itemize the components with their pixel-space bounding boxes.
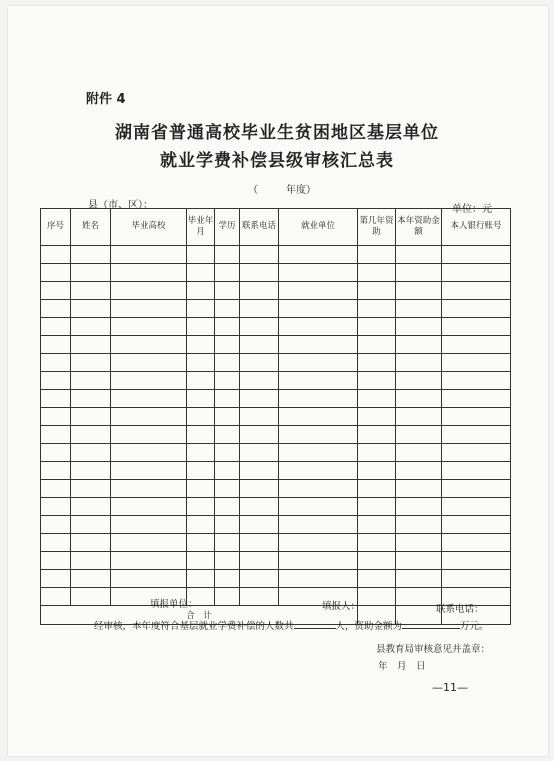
total-label: 合 计 bbox=[41, 606, 358, 625]
table-cell bbox=[442, 318, 511, 336]
table-cell bbox=[111, 480, 187, 498]
table-cell bbox=[111, 336, 187, 354]
table-cell bbox=[358, 480, 396, 498]
table-row bbox=[41, 372, 511, 390]
header-phone: 联系电话 bbox=[240, 209, 279, 246]
table-cell bbox=[396, 552, 442, 570]
table-cell bbox=[240, 372, 279, 390]
unit-label: 单位：元 bbox=[452, 204, 492, 215]
table-cell bbox=[187, 408, 215, 426]
table-cell bbox=[111, 444, 187, 462]
table-cell bbox=[41, 354, 71, 372]
table-cell bbox=[396, 570, 442, 588]
table-cell bbox=[41, 462, 71, 480]
document-title-line2: 就业学费补偿县级审核汇总表 bbox=[160, 151, 394, 171]
table-cell bbox=[442, 372, 511, 390]
table-cell bbox=[358, 444, 396, 462]
table-cell bbox=[41, 426, 71, 444]
table-cell bbox=[358, 246, 396, 264]
table-cell bbox=[240, 534, 279, 552]
table-cell bbox=[442, 300, 511, 318]
table-cell bbox=[215, 354, 240, 372]
table-cell bbox=[187, 480, 215, 498]
table-row bbox=[41, 408, 511, 426]
table-cell bbox=[240, 498, 279, 516]
table-header-row bbox=[41, 209, 511, 246]
table-cell bbox=[358, 300, 396, 318]
table-cell bbox=[71, 282, 111, 300]
table-cell bbox=[187, 534, 215, 552]
table-cell bbox=[187, 462, 215, 480]
table-cell bbox=[111, 498, 187, 516]
table-cell bbox=[442, 480, 511, 498]
table-row bbox=[41, 282, 511, 300]
table-cell bbox=[358, 318, 396, 336]
page-number: —11— bbox=[432, 681, 468, 694]
amount-unit: 万元。 bbox=[460, 621, 489, 632]
table-cell bbox=[279, 426, 358, 444]
table-cell bbox=[358, 336, 396, 354]
table-cell bbox=[358, 516, 396, 534]
table-cell bbox=[396, 534, 442, 552]
table-cell bbox=[215, 534, 240, 552]
table-cell bbox=[215, 498, 240, 516]
table-cell bbox=[279, 534, 358, 552]
table-cell bbox=[396, 462, 442, 480]
header-employer: 就业单位 bbox=[279, 209, 358, 246]
table-cell bbox=[187, 426, 215, 444]
table-row bbox=[41, 318, 511, 336]
table-cell bbox=[442, 516, 511, 534]
table-row bbox=[41, 480, 511, 498]
table-cell bbox=[187, 552, 215, 570]
table-cell bbox=[111, 534, 187, 552]
table-cell bbox=[358, 462, 396, 480]
table-cell bbox=[111, 462, 187, 480]
people-count-blank bbox=[294, 618, 336, 629]
table-cell bbox=[41, 336, 71, 354]
table-cell bbox=[442, 264, 511, 282]
table-cell bbox=[442, 534, 511, 552]
table-row bbox=[41, 498, 511, 516]
table-cell bbox=[41, 534, 71, 552]
table-cell bbox=[71, 480, 111, 498]
table-cell bbox=[240, 264, 279, 282]
table-cell bbox=[111, 408, 187, 426]
table-cell bbox=[187, 498, 215, 516]
table-cell bbox=[41, 318, 71, 336]
table-cell bbox=[358, 390, 396, 408]
table-cell bbox=[358, 282, 396, 300]
table-cell bbox=[279, 408, 358, 426]
table-cell bbox=[358, 408, 396, 426]
filler-unit-label: 填报单位： bbox=[150, 599, 198, 610]
table-cell bbox=[442, 552, 511, 570]
table-cell bbox=[41, 516, 71, 534]
table-cell bbox=[71, 444, 111, 462]
table-cell bbox=[111, 282, 187, 300]
table-cell bbox=[41, 570, 71, 588]
table-cell bbox=[215, 336, 240, 354]
table-cell bbox=[442, 336, 511, 354]
table-cell bbox=[279, 516, 358, 534]
contact-phone-label: 联系电话： bbox=[436, 604, 484, 615]
table-cell bbox=[279, 246, 358, 264]
table-cell bbox=[279, 372, 358, 390]
table-cell bbox=[41, 444, 71, 462]
table-cell bbox=[396, 498, 442, 516]
table-cell bbox=[187, 372, 215, 390]
table-cell bbox=[41, 588, 71, 606]
table-row bbox=[41, 552, 511, 570]
table-cell bbox=[240, 336, 279, 354]
table-cell bbox=[187, 390, 215, 408]
table-row bbox=[41, 534, 511, 552]
table-cell bbox=[442, 570, 511, 588]
table-cell bbox=[215, 372, 240, 390]
table-cell bbox=[71, 372, 111, 390]
table-cell bbox=[240, 408, 279, 426]
table-cell bbox=[111, 264, 187, 282]
table-cell bbox=[396, 390, 442, 408]
table-cell bbox=[240, 246, 279, 264]
table-cell bbox=[442, 246, 511, 264]
table-row bbox=[41, 354, 511, 372]
table-body bbox=[41, 246, 511, 625]
table-cell bbox=[396, 246, 442, 264]
table-cell bbox=[396, 408, 442, 426]
table-cell bbox=[71, 336, 111, 354]
table-row bbox=[41, 300, 511, 318]
table-cell bbox=[71, 354, 111, 372]
table-cell bbox=[71, 246, 111, 264]
bureau-opinion-label: 县教育局审核意见并盖章： bbox=[376, 644, 491, 655]
table-cell bbox=[71, 570, 111, 588]
table-cell bbox=[71, 390, 111, 408]
table-cell bbox=[215, 282, 240, 300]
table-cell bbox=[240, 516, 279, 534]
review-statement bbox=[94, 618, 489, 632]
table-cell bbox=[111, 426, 187, 444]
table-cell bbox=[215, 408, 240, 426]
table-cell bbox=[442, 462, 511, 480]
people-unit: 人，资助金额为 bbox=[335, 621, 403, 632]
table-cell bbox=[41, 390, 71, 408]
table-cell bbox=[396, 282, 442, 300]
table-row bbox=[41, 246, 511, 264]
table-cell bbox=[71, 516, 111, 534]
table-row bbox=[41, 444, 511, 462]
table-cell bbox=[396, 444, 442, 462]
table-cell bbox=[71, 318, 111, 336]
amount-blank bbox=[402, 618, 460, 629]
table-cell bbox=[396, 300, 442, 318]
filler-person-label: 填报人： bbox=[322, 601, 361, 612]
table-cell bbox=[358, 588, 396, 606]
header-university: 毕业高校 bbox=[111, 209, 187, 246]
table-cell bbox=[442, 354, 511, 372]
table-cell bbox=[41, 282, 71, 300]
summary-table bbox=[40, 208, 511, 625]
table-cell bbox=[279, 354, 358, 372]
table-cell bbox=[442, 426, 511, 444]
table-cell bbox=[111, 570, 187, 588]
table-cell bbox=[187, 300, 215, 318]
table-cell bbox=[215, 426, 240, 444]
table-cell bbox=[279, 444, 358, 462]
table-cell bbox=[187, 282, 215, 300]
table-cell bbox=[215, 588, 240, 606]
table-cell bbox=[215, 480, 240, 498]
table-cell bbox=[111, 552, 187, 570]
table-cell bbox=[358, 552, 396, 570]
year-close: 年度） bbox=[286, 185, 316, 196]
table-cell bbox=[71, 408, 111, 426]
table-cell bbox=[396, 516, 442, 534]
table-cell bbox=[240, 462, 279, 480]
table-cell bbox=[187, 264, 215, 282]
table-cell bbox=[279, 336, 358, 354]
table-cell bbox=[240, 426, 279, 444]
table-cell bbox=[41, 480, 71, 498]
table-cell bbox=[358, 534, 396, 552]
table-cell bbox=[111, 390, 187, 408]
table-cell bbox=[71, 300, 111, 318]
table-cell bbox=[215, 318, 240, 336]
table-cell bbox=[279, 462, 358, 480]
table-cell bbox=[111, 516, 187, 534]
table-cell bbox=[279, 282, 358, 300]
document-title-line1: 湖南省普通高校毕业生贫困地区基层单位 bbox=[115, 123, 439, 143]
table-cell bbox=[396, 336, 442, 354]
table-cell bbox=[187, 354, 215, 372]
table-row bbox=[41, 462, 511, 480]
table-cell bbox=[215, 552, 240, 570]
table-cell bbox=[41, 300, 71, 318]
table-cell bbox=[41, 552, 71, 570]
table-cell bbox=[358, 372, 396, 390]
table-cell bbox=[279, 570, 358, 588]
table-cell bbox=[71, 264, 111, 282]
table-cell bbox=[358, 570, 396, 588]
table-row bbox=[41, 426, 511, 444]
table-row bbox=[41, 264, 511, 282]
table-cell bbox=[279, 480, 358, 498]
table-cell bbox=[41, 372, 71, 390]
table-cell bbox=[240, 318, 279, 336]
table-cell bbox=[240, 282, 279, 300]
table-cell bbox=[71, 534, 111, 552]
table-cell bbox=[215, 570, 240, 588]
county-label: 县（市、区）： bbox=[88, 200, 153, 211]
table-cell bbox=[71, 588, 111, 606]
table-cell bbox=[71, 552, 111, 570]
table-cell bbox=[396, 354, 442, 372]
table-cell bbox=[396, 264, 442, 282]
table-cell bbox=[215, 462, 240, 480]
table-cell bbox=[240, 480, 279, 498]
header-amount: 本年资助金额 bbox=[396, 209, 442, 246]
table-cell bbox=[187, 246, 215, 264]
table-cell bbox=[240, 300, 279, 318]
table-cell bbox=[442, 498, 511, 516]
header-funding-year: 第几年资助 bbox=[358, 209, 396, 246]
table-cell bbox=[41, 246, 71, 264]
table-cell bbox=[396, 372, 442, 390]
table-cell bbox=[111, 300, 187, 318]
header-name: 姓名 bbox=[71, 209, 111, 246]
table-cell bbox=[41, 408, 71, 426]
table-cell bbox=[396, 588, 442, 606]
table-row bbox=[41, 336, 511, 354]
table-cell bbox=[187, 516, 215, 534]
table-cell bbox=[215, 300, 240, 318]
table-cell bbox=[71, 426, 111, 444]
table-cell bbox=[41, 264, 71, 282]
table-cell bbox=[442, 390, 511, 408]
table-cell bbox=[442, 444, 511, 462]
table-cell bbox=[396, 426, 442, 444]
table-cell bbox=[396, 318, 442, 336]
table-cell bbox=[396, 480, 442, 498]
year-line bbox=[248, 181, 316, 196]
date-label: 年 月 日 bbox=[378, 661, 426, 672]
table-cell bbox=[358, 354, 396, 372]
table-cell bbox=[240, 570, 279, 588]
header-degree: 学历 bbox=[215, 209, 240, 246]
table-cell bbox=[279, 390, 358, 408]
table-cell bbox=[240, 390, 279, 408]
table-cell bbox=[215, 264, 240, 282]
table-row bbox=[41, 570, 511, 588]
attachment-label: 附件 4 bbox=[86, 92, 126, 107]
table-cell bbox=[187, 318, 215, 336]
table-cell bbox=[187, 336, 215, 354]
table-cell bbox=[279, 300, 358, 318]
table-cell bbox=[111, 354, 187, 372]
table-cell bbox=[358, 498, 396, 516]
review-prefix: 经审核，本年度符合基层就业学费补偿的人数共 bbox=[94, 621, 294, 632]
table-cell bbox=[187, 444, 215, 462]
table-cell bbox=[215, 444, 240, 462]
year-open: （ bbox=[248, 185, 258, 196]
table-cell bbox=[358, 426, 396, 444]
table-cell bbox=[215, 246, 240, 264]
table-cell bbox=[111, 372, 187, 390]
table-cell bbox=[71, 498, 111, 516]
table-cell bbox=[71, 462, 111, 480]
table-cell bbox=[442, 408, 511, 426]
table-cell bbox=[215, 516, 240, 534]
table-cell bbox=[279, 552, 358, 570]
table-cell bbox=[279, 264, 358, 282]
table-cell bbox=[358, 264, 396, 282]
table-cell bbox=[111, 246, 187, 264]
table-cell bbox=[215, 390, 240, 408]
header-bank-account: 本人银行账号 bbox=[442, 209, 511, 246]
table-cell bbox=[240, 444, 279, 462]
header-graduation-date: 毕业年月 bbox=[187, 209, 215, 246]
table-cell bbox=[111, 318, 187, 336]
table-cell bbox=[240, 552, 279, 570]
table-row bbox=[41, 516, 511, 534]
table-cell bbox=[240, 354, 279, 372]
table-cell bbox=[41, 498, 71, 516]
table-cell bbox=[240, 588, 279, 606]
table-row bbox=[41, 390, 511, 408]
table-cell bbox=[279, 318, 358, 336]
table-cell bbox=[279, 498, 358, 516]
header-index: 序号 bbox=[41, 209, 71, 246]
table-cell bbox=[187, 570, 215, 588]
table-cell bbox=[442, 282, 511, 300]
